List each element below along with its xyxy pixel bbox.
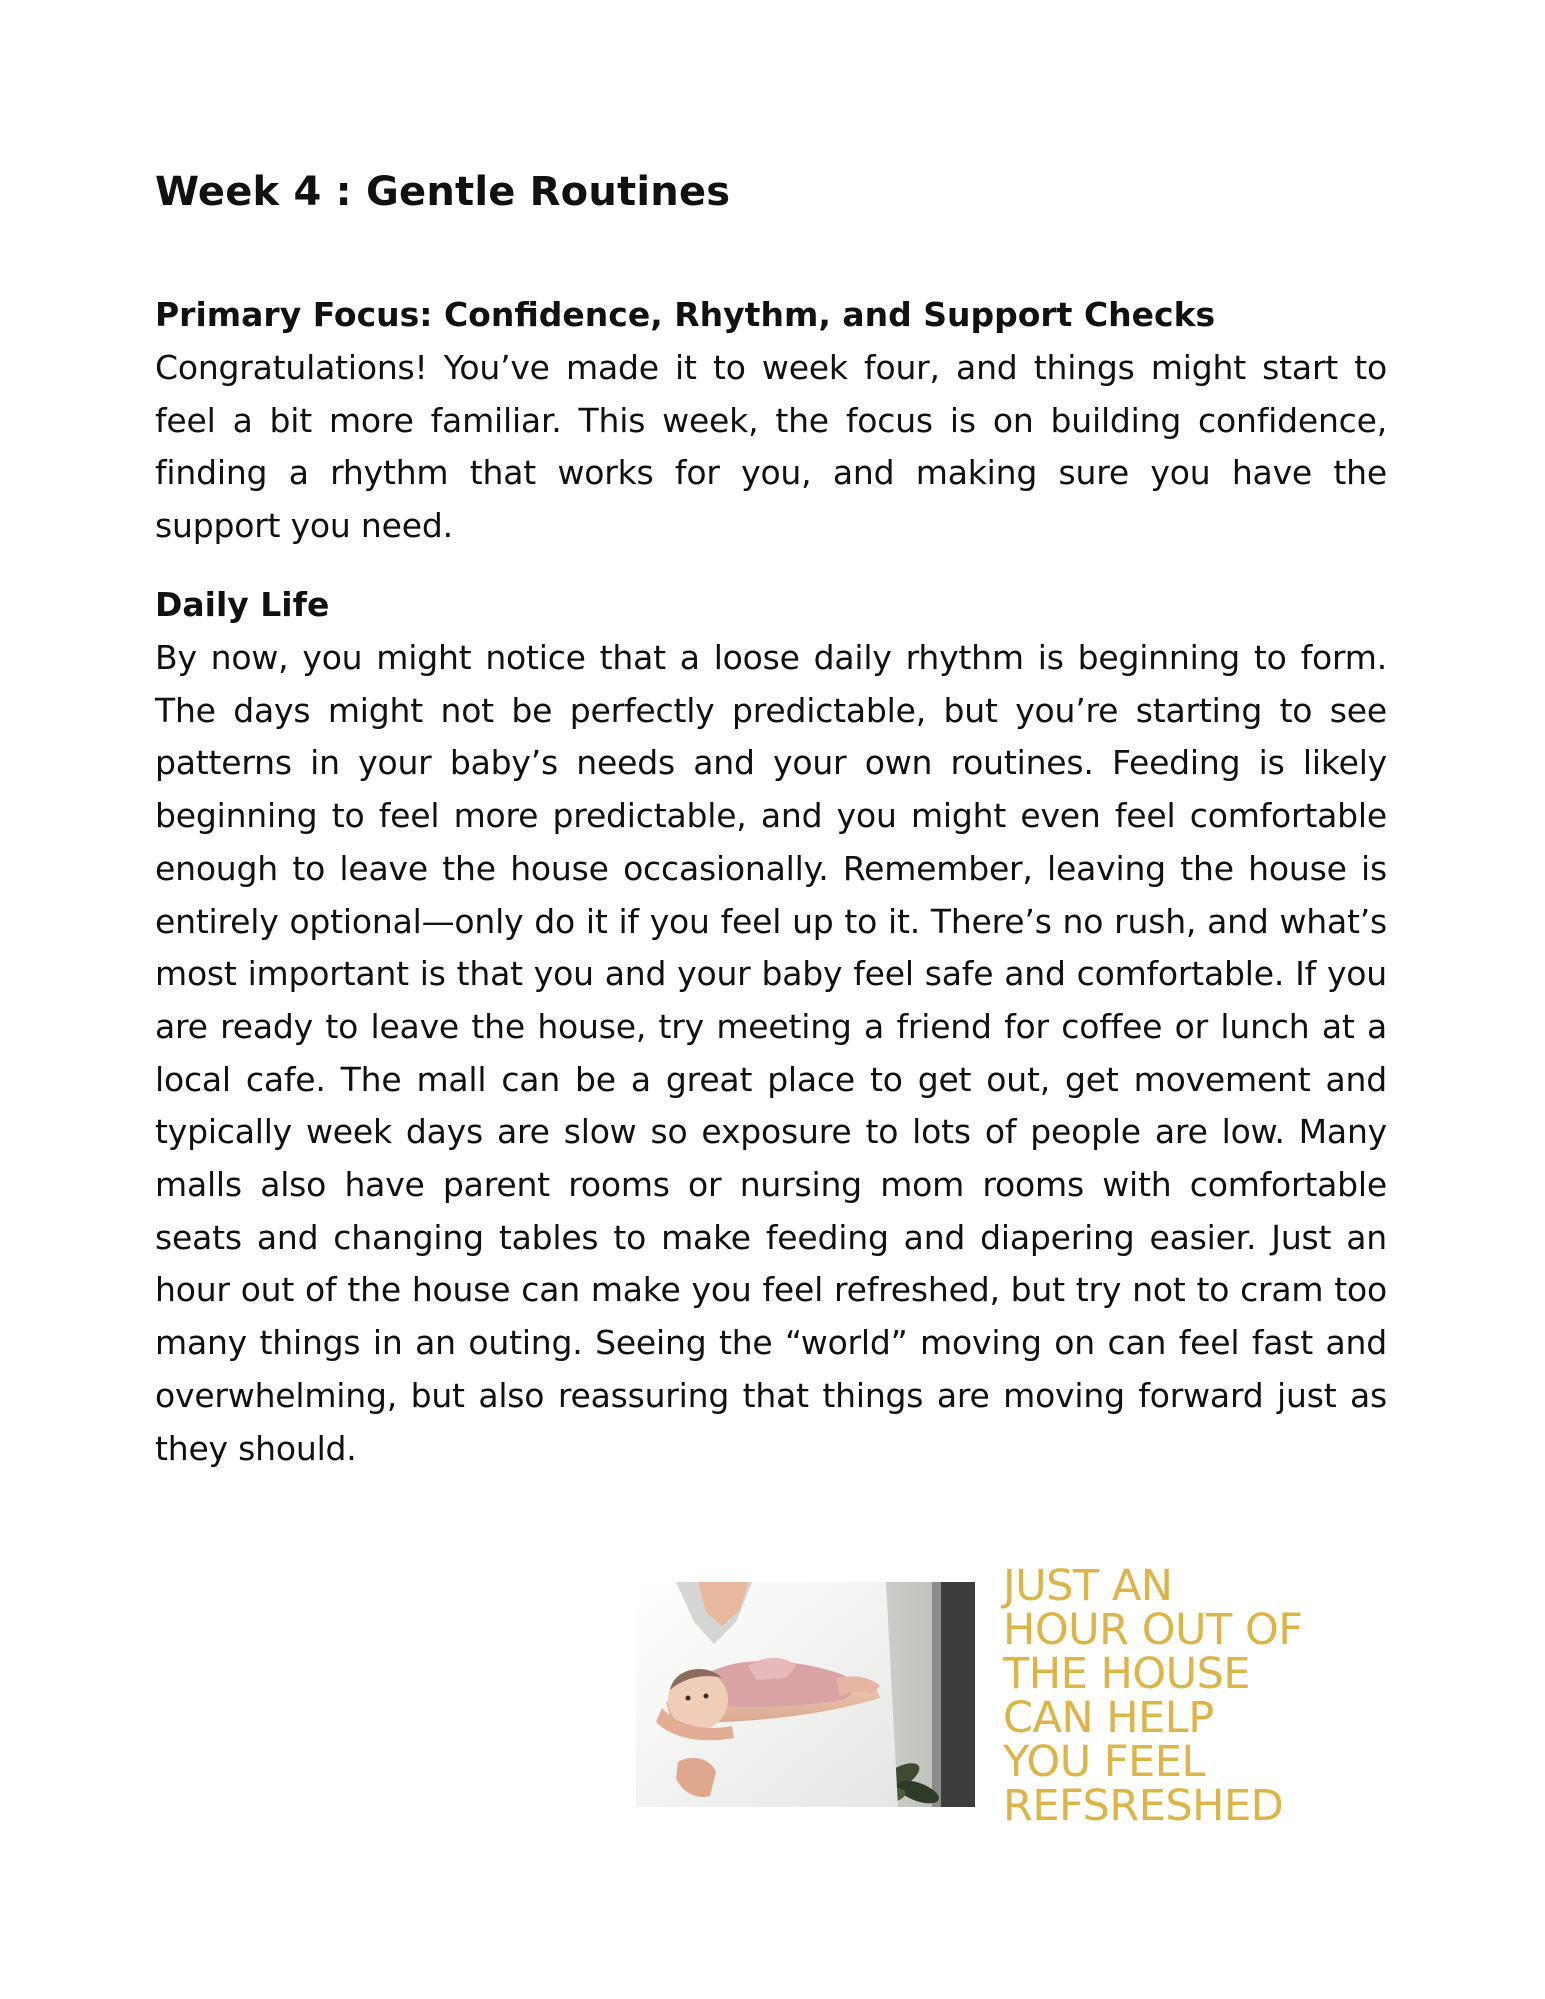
promo-caption <box>1003 1561 1383 1831</box>
daily-life-heading: Daily Life <box>155 585 330 624</box>
primary-focus-body: Congratulations! You’ve made it to week four, and things might start to feel a bit more familiar. This week, the focus is on building confidence, finding a rhythm that works for you, and making sure you have the support you need. <box>155 348 1387 546</box>
promo-caption-line: CAN HELP <box>1003 1693 1214 1743</box>
daily-life-section <box>155 578 1387 1475</box>
daily-life-body: By now, you might notice that a loose daily rhythm is beginning to form. The days might not be perfectly predictable, but you’re starting to see patterns in your baby’s needs and your own routines. Feeding is likely beginning to feel more predictable, and you might even feel comfortable enough to leave the house occasionally. Remember, leaving the house is entirely optional—only do it if you feel up to it. There’s no rush, and what’s most important is that you and your baby feel safe and comfortable. If you are ready to leave the house, try meeting a friend for coffee or lunch at a local cafe. The mall can be a great place to get out, get movement and typically week days are slow so exposure to lots of people are low. Many malls also have parent rooms or nursing mom rooms with comfortable seats and changing tables to make feeding and diapering easier. Just an hour out of the house can make you feel refreshed, but try not to cram too many things in an outing. Seeing the “world” moving on can feel fast and overwhelming, but also reassuring that things are moving forward just as they should. <box>155 638 1387 1468</box>
primary-focus-heading: Primary Focus: Confidence, Rhythm, and Support Checks <box>155 295 1216 334</box>
page-title: Week 4 : Gentle Routines <box>155 169 731 215</box>
promo-caption-line: REFSRESHED <box>1003 1781 1284 1831</box>
promo-caption-line: JUST AN <box>1003 1561 1173 1611</box>
promo-caption-line: HOUR OUT OF <box>1003 1605 1303 1655</box>
promo-caption-line: THE HOUSE <box>1003 1649 1251 1699</box>
promo-caption-line: YOU FEEL <box>1003 1737 1205 1787</box>
primary-focus-section <box>155 288 1387 553</box>
parent-holding-baby-photo <box>636 1582 975 1807</box>
